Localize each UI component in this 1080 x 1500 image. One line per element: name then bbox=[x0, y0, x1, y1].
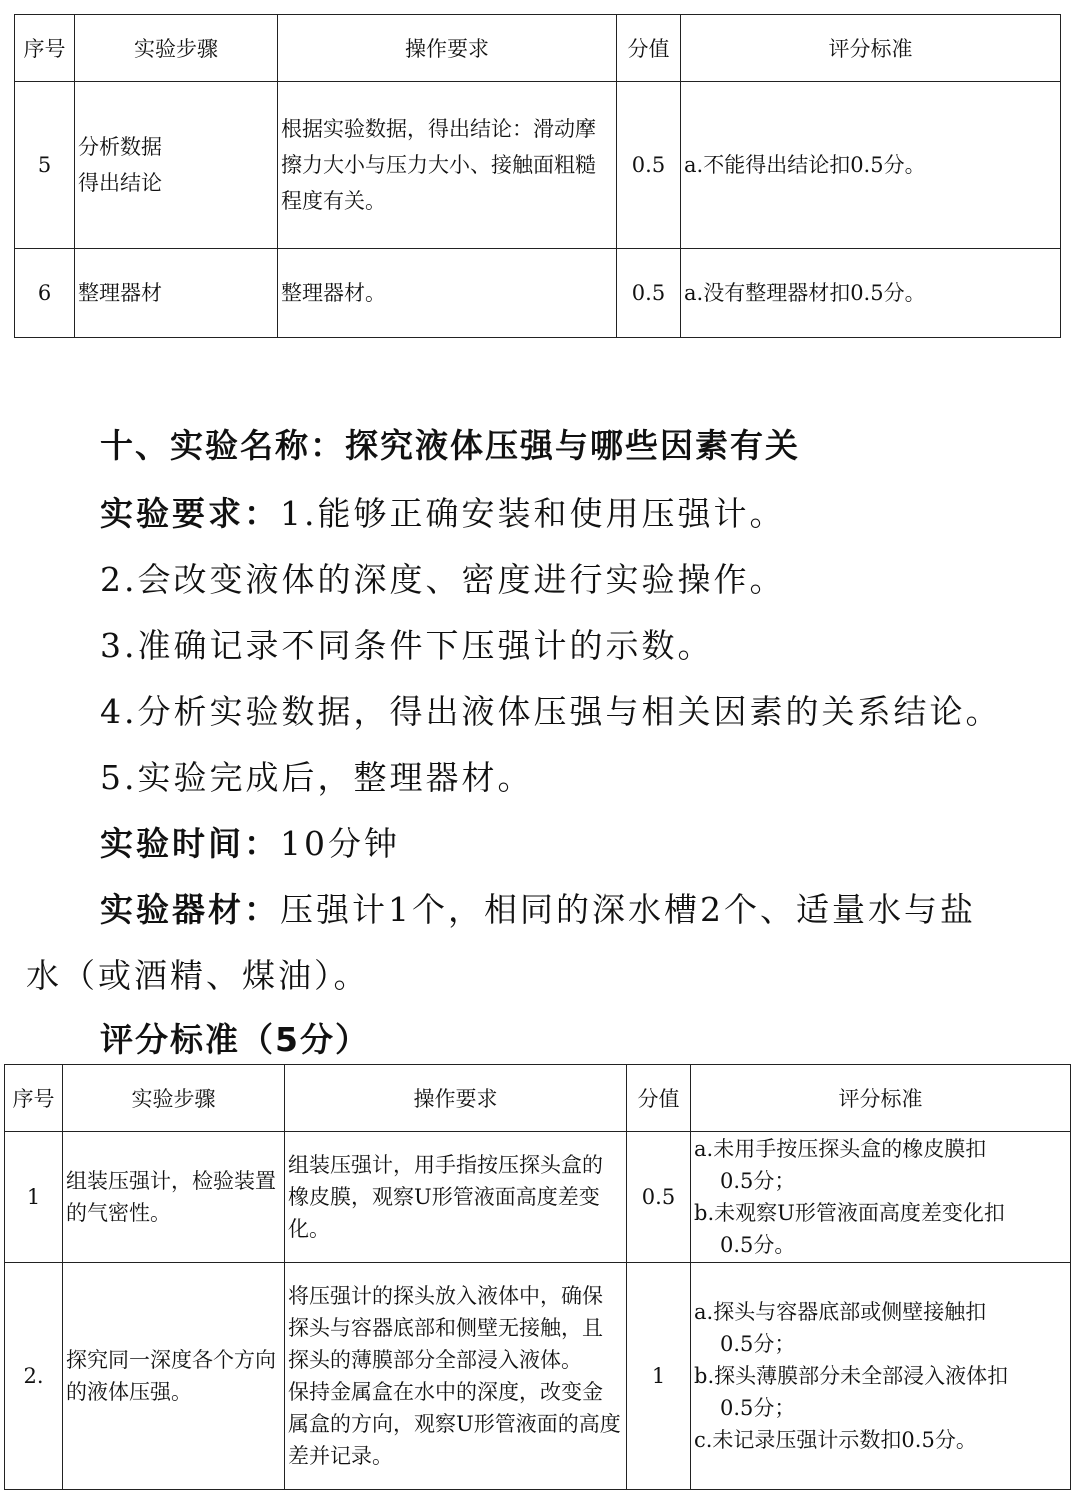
header-criteria: 评分标准 bbox=[691, 1065, 1071, 1132]
row-step: 组装压强计，检验装置的气密性。 bbox=[63, 1132, 285, 1263]
requirement-item: 1.能够正确安装和使用压强计。 bbox=[280, 494, 786, 533]
requirement-item: 3.准确记录不同条件下压强计的示数。 bbox=[100, 626, 714, 665]
row-score: 1 bbox=[627, 1263, 691, 1490]
row-no: 6 bbox=[15, 249, 75, 338]
header-no: 序号 bbox=[5, 1065, 63, 1132]
materials-line-2: 水（或酒精、煤油）。 bbox=[26, 956, 370, 995]
row-requirement: 整理器材。 bbox=[278, 249, 617, 338]
scoring-title: 评分标准（5分） bbox=[100, 1020, 370, 1059]
table-row bbox=[5, 1132, 1071, 1263]
materials-label: 实验器材： bbox=[100, 890, 280, 929]
time-line bbox=[100, 818, 400, 865]
table-row bbox=[15, 249, 1061, 338]
criteria-item: b.未观察U形管液面高度差变化扣 bbox=[694, 1201, 1005, 1225]
criteria-item: c.未记录压强计示数扣0.5分。 bbox=[694, 1428, 977, 1452]
row-criteria bbox=[681, 82, 1061, 249]
row-step: 探究同一深度各个方向的液体压强。 bbox=[63, 1263, 285, 1490]
row-criteria bbox=[681, 249, 1061, 338]
row-no: 1 bbox=[5, 1132, 63, 1263]
scoring-table bbox=[4, 1064, 1071, 1490]
row-requirement: 组装压强计，用手指按压探头盒的橡皮膜，观察U形管液面高度差变化。 bbox=[285, 1132, 627, 1263]
row-step: 分析数据 得出结论 bbox=[75, 82, 278, 249]
criteria-item: a.探头与容器底部或侧壁接触扣 bbox=[694, 1300, 987, 1324]
row-requirement: 根据实验数据，得出结论：滑动摩擦力大小与压力大小、接触面粗糙程度有关。 bbox=[278, 82, 617, 249]
row-no: 5 bbox=[15, 82, 75, 249]
criteria-item: b.探头薄膜部分未全部浸入液体扣 bbox=[694, 1364, 1009, 1388]
header-score: 分值 bbox=[627, 1065, 691, 1132]
criteria-item: 0.5分； bbox=[720, 1169, 796, 1193]
header-criteria: 评分标准 bbox=[681, 15, 1061, 82]
time-value: 10分钟 bbox=[280, 824, 400, 863]
requirement-item: 5.实验完成后，整理器材。 bbox=[100, 758, 534, 797]
criteria-item: 0.5分。 bbox=[720, 1233, 796, 1257]
table-header-row bbox=[15, 15, 1061, 82]
materials-text: 压强计1个，相同的深水槽2个、适量水与盐 bbox=[280, 890, 976, 929]
criteria-item: a.不能得出结论扣0.5分。 bbox=[684, 153, 926, 177]
requirements-line-1 bbox=[100, 488, 786, 535]
materials-line-1 bbox=[100, 884, 976, 931]
criteria-item: a.没有整理器材扣0.5分。 bbox=[684, 281, 926, 305]
header-step: 实验步骤 bbox=[75, 15, 278, 82]
row-step: 整理器材 bbox=[75, 249, 278, 338]
row-no: 2. bbox=[5, 1263, 63, 1490]
row-score: 0.5 bbox=[627, 1132, 691, 1263]
header-step: 实验步骤 bbox=[63, 1065, 285, 1132]
row-criteria bbox=[691, 1263, 1071, 1490]
criteria-item: a.未用手按压探头盒的橡皮膜扣 bbox=[694, 1137, 987, 1161]
row-score: 0.5 bbox=[617, 249, 681, 338]
criteria-item: 0.5分； bbox=[720, 1332, 796, 1356]
row-requirement: 将压强计的探头放入液体中，确保探头与容器底部和侧壁无接触，且探头的薄膜部分全部浸入液体。 保持金属盒在水中的深度，改变金属盒的方向，观察U形管液面的高度差并记录。 bbox=[285, 1263, 627, 1490]
scoring-table-previous bbox=[14, 14, 1061, 338]
table-row bbox=[15, 82, 1061, 249]
experiment-title: 十、实验名称：探究液体压强与哪些因素有关 bbox=[100, 426, 800, 465]
header-score: 分值 bbox=[617, 15, 681, 82]
table-row bbox=[5, 1263, 1071, 1490]
header-requirement: 操作要求 bbox=[285, 1065, 627, 1132]
time-label: 实验时间： bbox=[100, 824, 280, 863]
row-criteria bbox=[691, 1132, 1071, 1263]
row-score: 0.5 bbox=[617, 82, 681, 249]
requirement-item: 4.分析实验数据，得出液体压强与相关因素的关系结论。 bbox=[100, 692, 1002, 731]
header-no: 序号 bbox=[15, 15, 75, 82]
criteria-item: 0.5分； bbox=[720, 1396, 796, 1420]
requirements-label: 实验要求： bbox=[100, 494, 280, 533]
table-header-row bbox=[5, 1065, 1071, 1132]
requirement-item: 2.会改变液体的深度、密度进行实验操作。 bbox=[100, 560, 786, 599]
header-requirement: 操作要求 bbox=[278, 15, 617, 82]
